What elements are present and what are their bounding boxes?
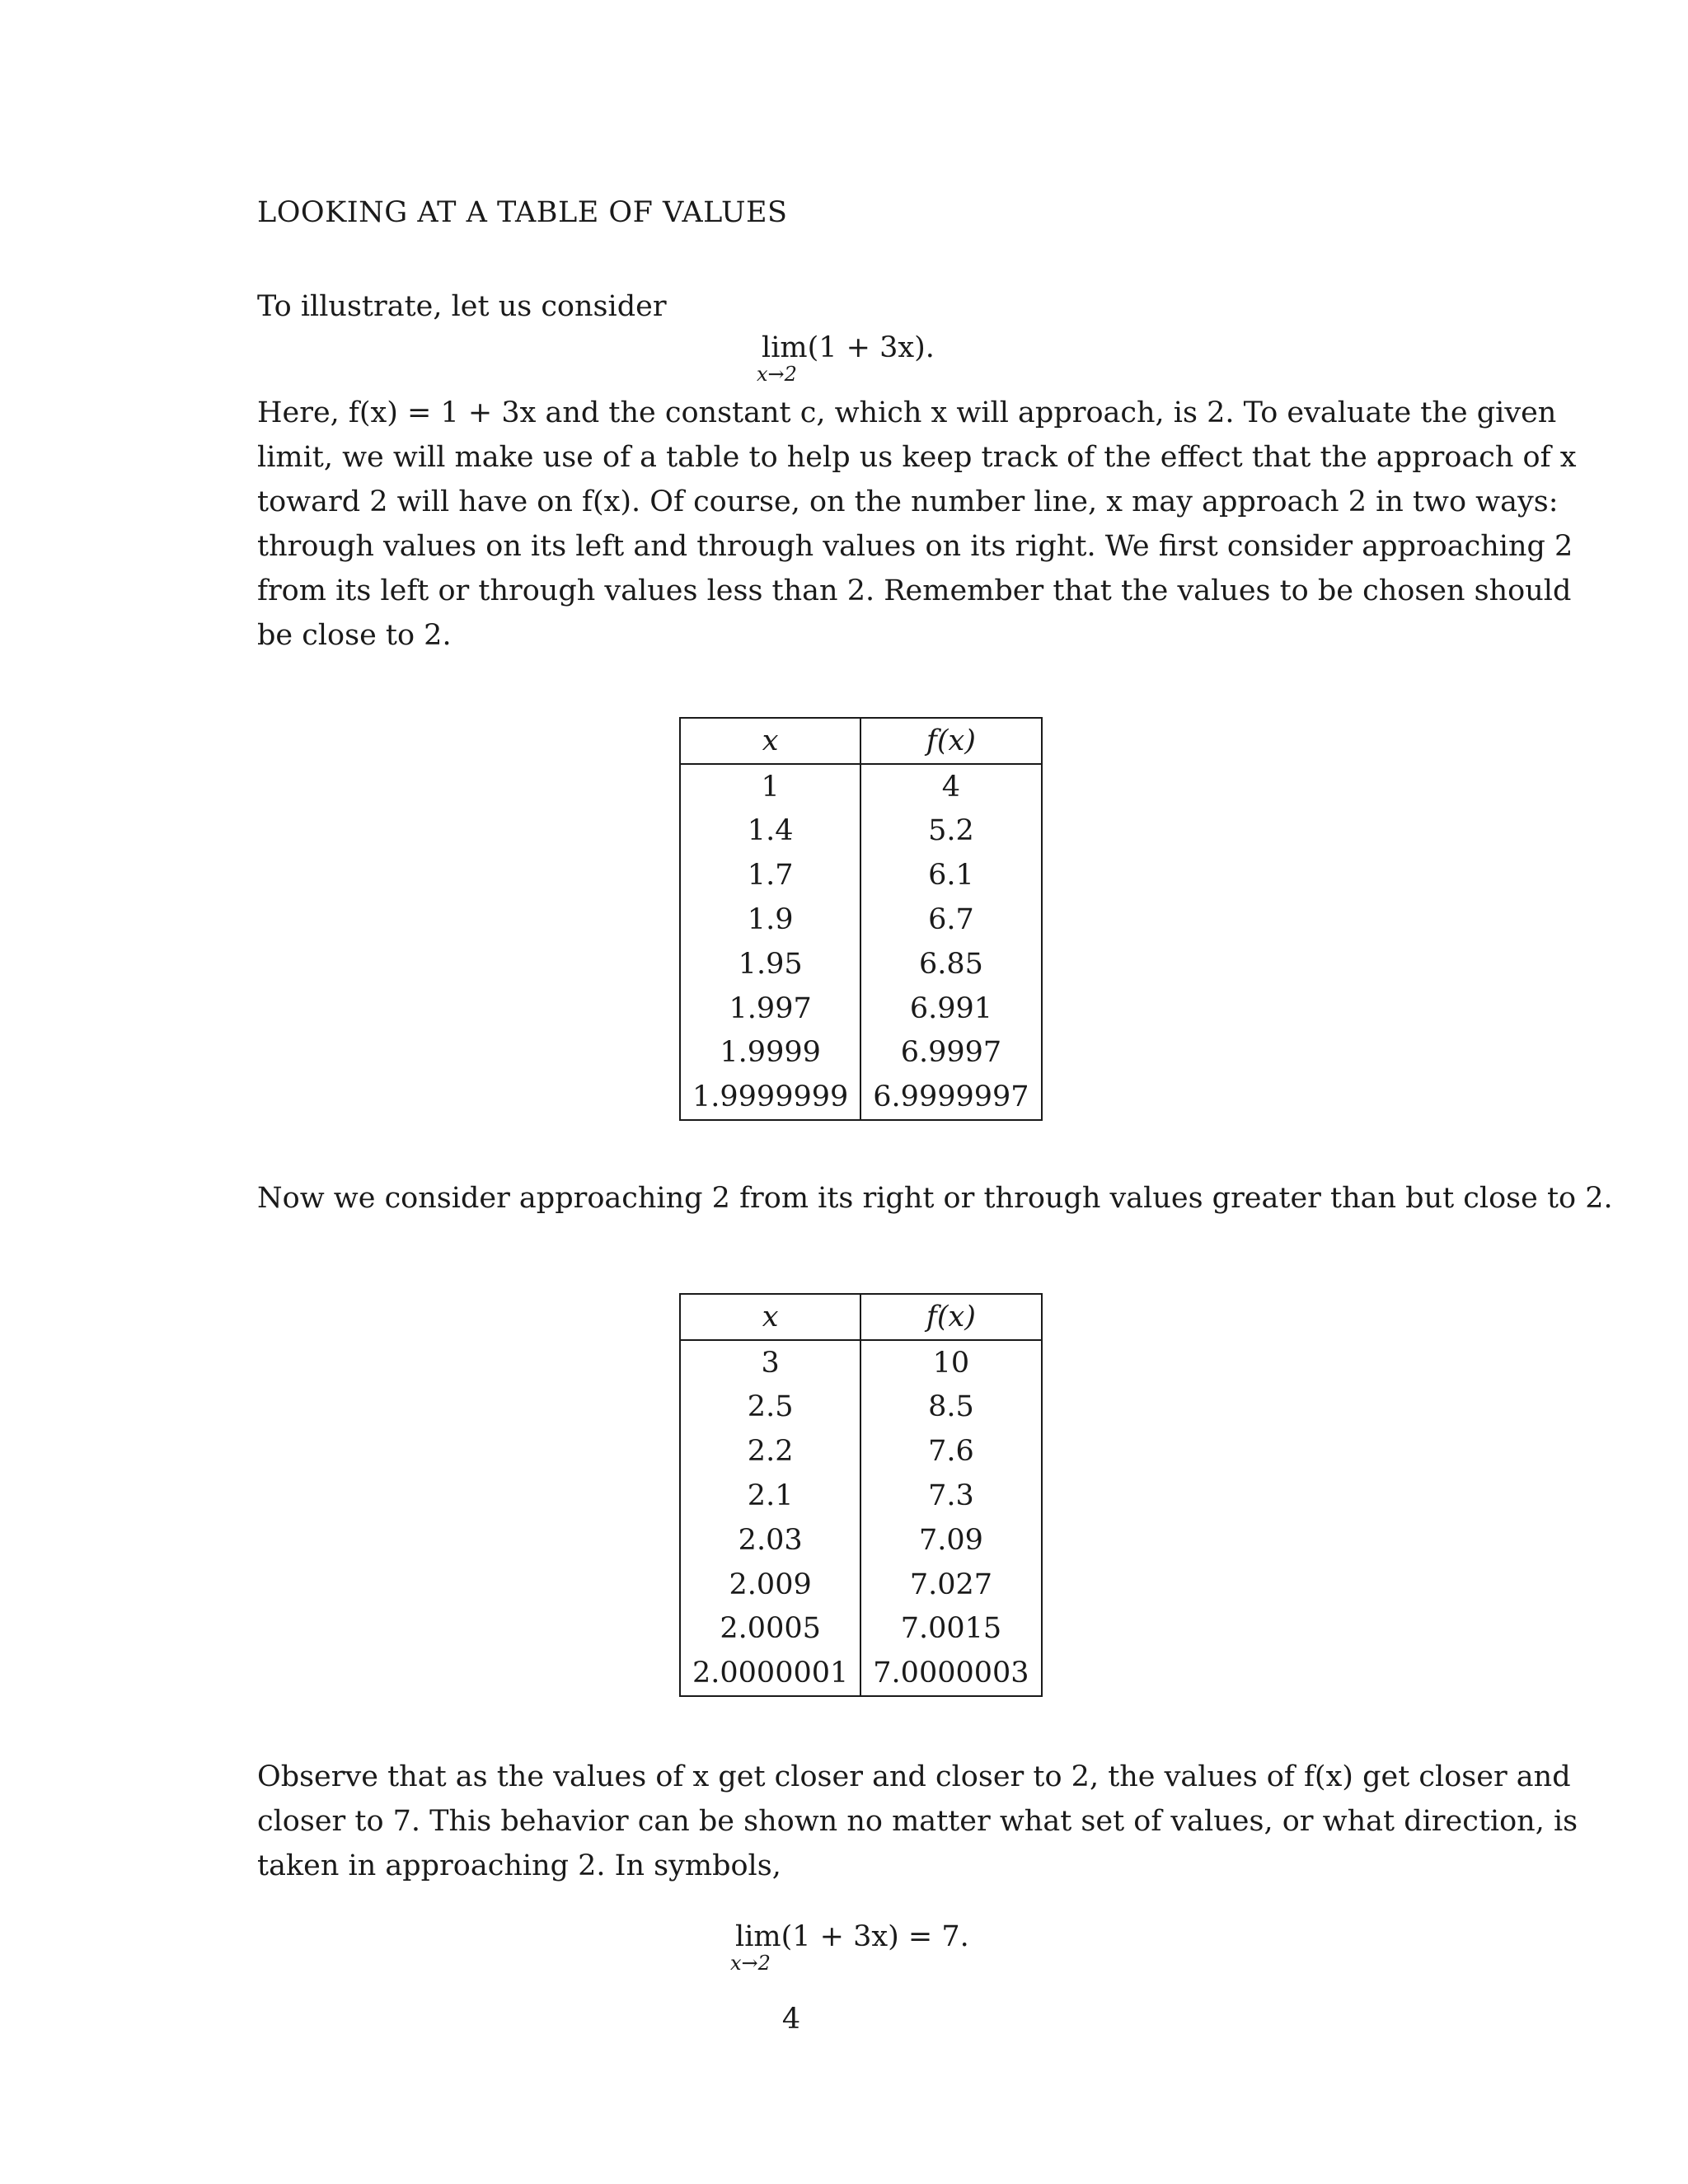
cell-x: 1.9999999 [692, 1080, 849, 1114]
table-row [680, 1031, 1042, 1076]
limit-body: (1 + 3x). [807, 331, 935, 364]
cell-fx: 6.9999997 [860, 1075, 1041, 1120]
cell-fx: 4 [860, 764, 1041, 809]
table-row [680, 987, 1042, 1031]
table-row [680, 1075, 1042, 1120]
intro-text [257, 284, 1419, 329]
limit-subscript: x→2 [757, 363, 797, 386]
table-row [680, 1474, 1042, 1518]
table-row [680, 1429, 1042, 1474]
table-row [680, 1385, 1042, 1430]
cell-x: 2.2 [747, 1435, 794, 1469]
paragraph-line: Here, f(x) = 1 + 3x and the constant c, which x will approach, is 2. To evaluate the given [257, 396, 1557, 429]
cell-x: 1.4 [747, 814, 794, 848]
values-table-left [679, 717, 1043, 1121]
limit-operator [757, 331, 808, 386]
column-header-fx: f(x) [860, 1294, 1041, 1340]
cell-x: 3 [761, 1346, 780, 1380]
limit-op-text: lim [735, 1920, 781, 1953]
table-row [680, 942, 1042, 987]
cell-x: 1.9999 [720, 1036, 821, 1070]
cell-fx: 6.9997 [860, 1031, 1041, 1076]
cell-x: 2.009 [729, 1568, 812, 1601]
paragraph-line: toward 2 will have on f(x). Of course, on the number line, x may approach 2 in two ways: [257, 485, 1559, 518]
cell-fx: 7.027 [860, 1563, 1041, 1607]
cell-fx: 7.6 [860, 1429, 1041, 1474]
cell-fx: 7.0015 [860, 1607, 1041, 1652]
section-heading: LOOKING AT A TABLE OF VALUES [257, 196, 788, 229]
limit-subscript: x→2 [730, 1952, 771, 1975]
table-row [680, 1340, 1042, 1385]
limit-expression-2 [730, 1920, 969, 1975]
cell-x: 2.1 [747, 1479, 794, 1513]
paragraph-line: closer to 7. This behavior can be shown no matter what set of values, or what direction, is [257, 1805, 1578, 1838]
table-row [680, 1651, 1042, 1696]
table-row [680, 898, 1042, 942]
table-row [680, 1607, 1042, 1652]
paragraph-line: from its left or through values less than 2. Remember that the values to be chosen should [257, 574, 1572, 607]
table-header-row [680, 1294, 1042, 1340]
cell-x: 2.03 [738, 1523, 803, 1557]
cell-x: 1 [761, 770, 780, 804]
page-number: 4 [781, 2003, 801, 2036]
cell-fx: 6.1 [860, 853, 1041, 898]
paragraph-line: through values on its left and through values on its right. We first consider approaching 2 [257, 530, 1573, 563]
cell-x: 1.95 [738, 947, 803, 981]
table-row [680, 764, 1042, 809]
cell-fx: 6.85 [860, 942, 1041, 987]
cell-fx: 5.2 [860, 809, 1041, 854]
values-table-right [679, 1293, 1043, 1697]
cell-fx: 10 [860, 1340, 1041, 1385]
intro-line: To illustrate, let us consider [257, 290, 667, 323]
limit-operator [730, 1920, 781, 1975]
cell-fx: 8.5 [860, 1385, 1041, 1430]
table-row [680, 853, 1042, 898]
paragraph-line: limit, we will make use of a table to help us keep track of the effect that the approach of x [257, 441, 1577, 474]
table-header-row [680, 718, 1042, 764]
cell-fx: 6.7 [860, 898, 1041, 942]
cell-fx: 7.3 [860, 1474, 1041, 1518]
paragraph-line: Observe that as the values of x get closer and closer to 2, the values of f(x) get closer and [257, 1760, 1571, 1793]
cell-x: 2.5 [747, 1390, 794, 1424]
cell-x: 1.7 [747, 859, 794, 893]
cell-x: 1.997 [729, 991, 812, 1025]
limit-op-text: lim [762, 331, 808, 364]
paragraph-line: taken in approaching 2. In symbols, [257, 1849, 781, 1882]
paragraph-2 [257, 1176, 1613, 1221]
cell-fx: 7.0000003 [860, 1651, 1041, 1696]
limit-expression-1 [757, 331, 935, 386]
table-row [680, 809, 1042, 854]
cell-fx: 6.991 [860, 987, 1041, 1031]
paragraph-3 [257, 1755, 1578, 1888]
column-header-fx: f(x) [860, 718, 1041, 764]
table-row [680, 1563, 1042, 1607]
column-header-x: x [680, 718, 860, 764]
cell-x: 2.0005 [720, 1612, 821, 1646]
cell-fx: 7.09 [860, 1518, 1041, 1563]
cell-x: 2.0000001 [692, 1657, 849, 1690]
column-header-x: x [680, 1294, 860, 1340]
table-row [680, 1518, 1042, 1563]
paragraph-1 [257, 391, 1577, 658]
limit-body: (1 + 3x) = 7. [781, 1920, 969, 1953]
cell-x: 1.9 [747, 903, 794, 937]
paragraph-line: Now we consider approaching 2 from its right or through values greater than but close to 2. [257, 1182, 1613, 1215]
paragraph-line: be close to 2. [257, 619, 452, 652]
